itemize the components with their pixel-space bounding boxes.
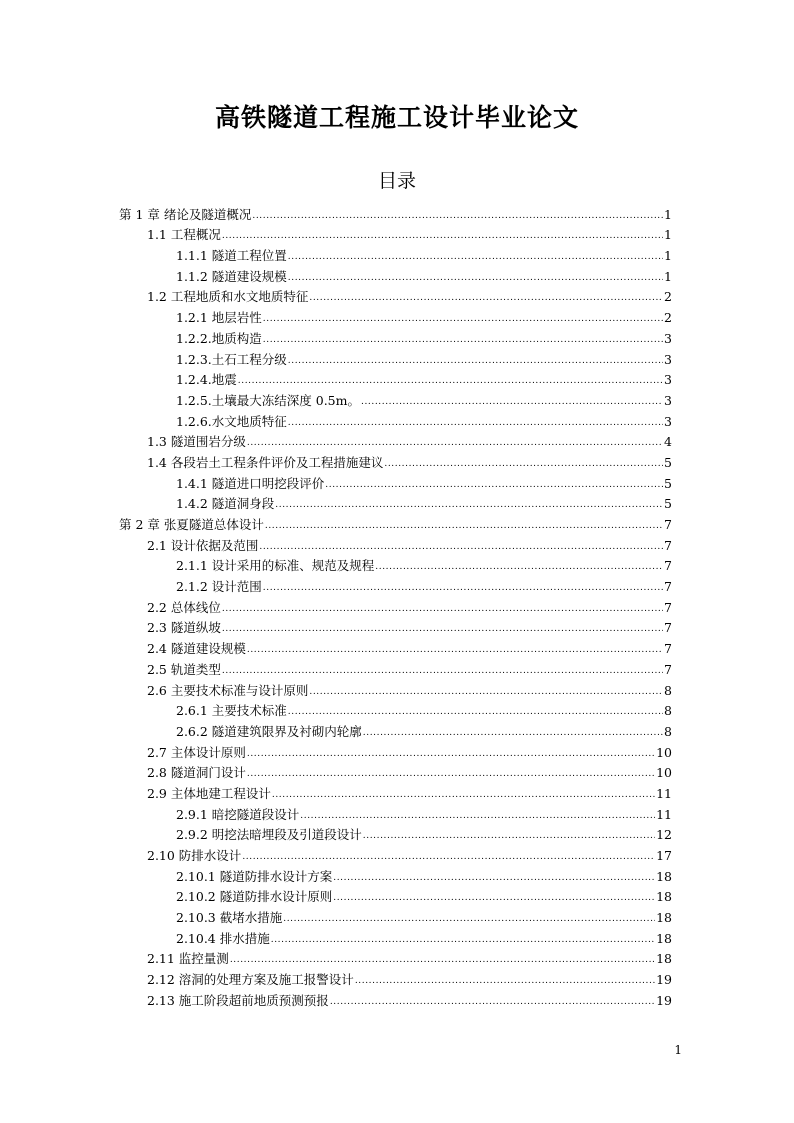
toc-entry[interactable]	[119, 780, 672, 801]
dot-leader	[271, 932, 655, 946]
toc-entry[interactable]	[119, 263, 672, 284]
dot-leader	[363, 725, 663, 739]
dot-leader	[252, 208, 663, 222]
toc-entry-title: 2.5 轨道类型	[147, 661, 221, 677]
toc-entry[interactable]	[119, 201, 672, 222]
toc-entry-page: 4	[664, 434, 672, 450]
toc-entry[interactable]	[119, 346, 672, 367]
toc-entry-page: 17	[656, 848, 672, 863]
toc-entry-title: 1.4.2 隧道洞身段	[176, 496, 275, 512]
toc-entry-page: 7	[664, 641, 672, 657]
toc-heading: 目录	[377, 170, 416, 192]
dot-leader	[288, 270, 663, 284]
dot-leader	[309, 684, 663, 698]
toc-entry-title: 2.9.2 明挖法暗埋段及引道段设计	[176, 827, 362, 843]
toc-entry-title: 第 1 章 绪论及隧道概况	[119, 206, 252, 222]
toc-entry[interactable]	[119, 222, 672, 243]
dot-leader	[230, 952, 655, 966]
toc-entry[interactable]	[119, 325, 672, 346]
toc-entry[interactable]	[119, 553, 672, 574]
dot-leader	[259, 539, 663, 553]
toc-entry-title: 1.4 各段岩土工程条件评价及工程措施建议	[147, 454, 384, 470]
dot-leader	[375, 559, 663, 573]
toc-entry[interactable]	[119, 594, 672, 615]
dot-leader	[265, 518, 663, 532]
dot-leader	[222, 228, 663, 242]
toc-entry-page: 18	[656, 868, 672, 884]
dot-leader	[355, 973, 655, 987]
toc-entry[interactable]	[119, 242, 672, 263]
toc-entry-page: 11	[656, 785, 672, 801]
toc-entry-page: 1	[664, 227, 672, 243]
toc-entry-page: 18	[656, 910, 672, 926]
toc-entry-title: 1.1 工程概况	[147, 227, 221, 243]
dot-leader	[222, 663, 663, 677]
toc-entry-page: 7	[664, 661, 672, 677]
toc-entry[interactable]	[119, 470, 672, 491]
toc-entry-title: 2.8 隧道洞门设计	[147, 765, 246, 781]
toc-entry-title: 1.1.2 隧道建设规模	[176, 268, 287, 284]
toc-entry-title: 2.9.1 暗挖隧道段设计	[176, 806, 300, 822]
dot-leader	[263, 311, 663, 325]
toc-entry-title: 2.1 设计依据及范围	[147, 537, 259, 553]
toc-entry-title: 1.2.4.地震	[176, 372, 237, 388]
dot-leader	[361, 394, 663, 408]
toc-entry-title: 1.2.3.土石工程分级	[176, 351, 287, 367]
dot-leader	[247, 435, 663, 449]
toc-entry[interactable]	[119, 615, 672, 636]
toc-entry-page: 18	[656, 889, 672, 905]
toc-entry[interactable]	[119, 946, 672, 967]
dot-leader	[247, 642, 663, 656]
dot-leader	[288, 353, 663, 367]
dot-leader	[330, 994, 655, 1008]
toc-entry-title: 2.2 总体线位	[147, 599, 221, 615]
toc-entry[interactable]	[119, 491, 672, 512]
toc-entry-title: 2.6.2 隧道建筑限界及衬砌内轮廓	[176, 723, 362, 739]
toc-entry[interactable]	[119, 842, 672, 863]
toc-entry[interactable]	[119, 739, 672, 760]
dot-leader	[222, 601, 663, 615]
toc-entry-page: 7	[664, 517, 672, 532]
toc-entry-title: 2.10 防排水设计	[147, 848, 242, 863]
toc-entry-page: 3	[664, 372, 672, 388]
toc-entry-page: 18	[656, 951, 672, 967]
toc-entry-page: 3	[664, 330, 672, 346]
toc-entry[interactable]	[119, 284, 672, 305]
toc-entry[interactable]	[119, 698, 672, 719]
dot-leader	[238, 373, 663, 387]
toc-entry[interactable]	[119, 367, 672, 388]
dot-leader	[325, 477, 663, 491]
dot-leader	[247, 766, 655, 780]
toc-entry[interactable]	[119, 863, 672, 884]
dot-leader	[309, 290, 663, 304]
toc-entry-title: 2.3 隧道纵坡	[147, 620, 221, 636]
toc-entry-page: 3	[664, 392, 672, 408]
toc-entry-page: 7	[664, 620, 672, 636]
toc-entry-page: 10	[656, 744, 672, 760]
toc-entry-title: 2.12 溶洞的处理方案及施工报警设计	[147, 972, 354, 988]
document-title: 高铁隧道工程施工设计毕业论文	[214, 103, 579, 132]
dot-leader	[222, 621, 663, 635]
dot-leader	[272, 787, 655, 801]
toc-entry[interactable]	[119, 801, 672, 822]
dot-leader	[363, 828, 655, 842]
toc-entry-title: 1.2.2.地质构造	[176, 330, 262, 346]
toc-entry-page: 1	[664, 248, 672, 264]
toc-entry-page: 5	[664, 454, 672, 470]
toc-entry[interactable]	[119, 987, 672, 1008]
dot-leader	[384, 456, 663, 470]
toc-entry[interactable]	[119, 532, 672, 553]
toc-entry-title: 2.9 主体地建工程设计	[147, 785, 271, 801]
toc-entry-page: 1	[664, 206, 672, 222]
dot-leader	[288, 704, 663, 718]
toc-entry[interactable]	[119, 573, 672, 594]
dot-leader	[300, 808, 655, 822]
toc-entry[interactable]	[119, 449, 672, 470]
toc-entry-title: 2.10.4 排水措施	[176, 930, 270, 946]
toc-entry-title: 2.7 主体设计原则	[147, 744, 246, 760]
toc-entry-title: 1.1.1 隧道工程位置	[176, 248, 287, 264]
dot-leader	[263, 580, 663, 594]
toc-entry-page: 7	[664, 579, 672, 595]
toc-entry[interactable]	[119, 760, 672, 781]
dot-leader	[288, 415, 663, 429]
dot-leader	[247, 746, 655, 760]
toc-entry[interactable]	[119, 429, 672, 450]
toc-entry[interactable]	[119, 656, 672, 677]
toc-entry-page: 11	[656, 806, 672, 822]
toc-entry-page: 7	[664, 599, 672, 615]
toc-entry-title: 1.2 工程地质和水文地质特征	[147, 289, 309, 305]
toc-entry-page: 12	[656, 827, 672, 843]
page-number: 1	[674, 1043, 682, 1057]
toc-entry[interactable]	[119, 822, 672, 843]
toc-entry[interactable]	[119, 635, 672, 656]
dot-leader	[288, 249, 663, 263]
toc-entry-page: 8	[664, 723, 672, 739]
toc-entry-page: 19	[656, 972, 672, 988]
toc-entry-page: 7	[664, 558, 672, 574]
toc-entry[interactable]	[119, 718, 672, 739]
toc-entry-page: 7	[664, 537, 672, 553]
toc-entry-title: 1.2.6.水文地质特征	[176, 413, 287, 429]
dot-leader	[275, 497, 663, 511]
toc-entry-page: 3	[664, 413, 672, 429]
toc-entry-page: 10	[656, 765, 672, 781]
toc-entry-page: 19	[656, 992, 672, 1008]
toc-entry-page: 2	[664, 289, 672, 305]
toc-entry[interactable]	[119, 677, 672, 698]
toc-entry[interactable]	[119, 966, 672, 987]
toc-entry-title: 2.6 主要技术标准与设计原则	[147, 682, 309, 698]
toc-entry[interactable]	[119, 884, 672, 905]
toc-entry-title: 2.11 监控量测	[147, 951, 229, 967]
toc-entry-title: 2.10.1 隧道防排水设计方案	[176, 868, 333, 884]
toc-entry[interactable]	[119, 511, 672, 532]
toc-entry-title: 2.6.1 主要技术标准	[176, 703, 287, 719]
toc-entry-title: 2.10.3 截堵水措施	[176, 910, 283, 926]
toc-entry-page: 8	[664, 703, 672, 719]
toc-entry[interactable]	[119, 925, 672, 946]
toc-entry-page: 1	[664, 268, 672, 284]
toc-entry-title: 1.3 隧道围岩分级	[147, 434, 246, 450]
toc-entry-title: 1.4.1 隧道进口明挖段评价	[176, 475, 325, 491]
toc-entry-page: 5	[664, 475, 672, 491]
toc-entry-title: 第 2 章 张夏隧道总体设计	[119, 517, 264, 532]
toc-entry-page: 8	[664, 682, 672, 698]
dot-leader	[263, 332, 663, 346]
toc-entry-title: 1.2.1 地层岩性	[176, 310, 262, 326]
toc-entry-page: 3	[664, 351, 672, 367]
toc-entry[interactable]	[119, 304, 672, 325]
toc-entry-title: 2.13 施工阶段超前地质预测预报	[147, 992, 329, 1008]
dot-leader	[283, 911, 655, 925]
toc-entry[interactable]	[119, 904, 672, 925]
toc-entry-title: 2.1.2 设计范围	[176, 579, 262, 595]
toc-entry-title: 2.10.2 隧道防排水设计原则	[176, 889, 333, 905]
toc-entry[interactable]	[119, 387, 672, 408]
table-of-contents	[119, 201, 672, 1008]
dot-leader	[242, 849, 655, 863]
dot-leader	[333, 890, 655, 904]
toc-entry-page: 5	[664, 496, 672, 512]
toc-entry-title: 2.4 隧道建设规模	[147, 641, 246, 657]
toc-entry[interactable]	[119, 408, 672, 429]
toc-entry-title: 1.2.5.土壤最大冻结深度 0.5m。	[176, 392, 360, 408]
toc-entry-title: 2.1.1 设计采用的标准、规范及规程	[176, 558, 375, 574]
toc-entry-page: 2	[664, 310, 672, 326]
dot-leader	[333, 870, 655, 884]
toc-entry-page: 18	[656, 930, 672, 946]
